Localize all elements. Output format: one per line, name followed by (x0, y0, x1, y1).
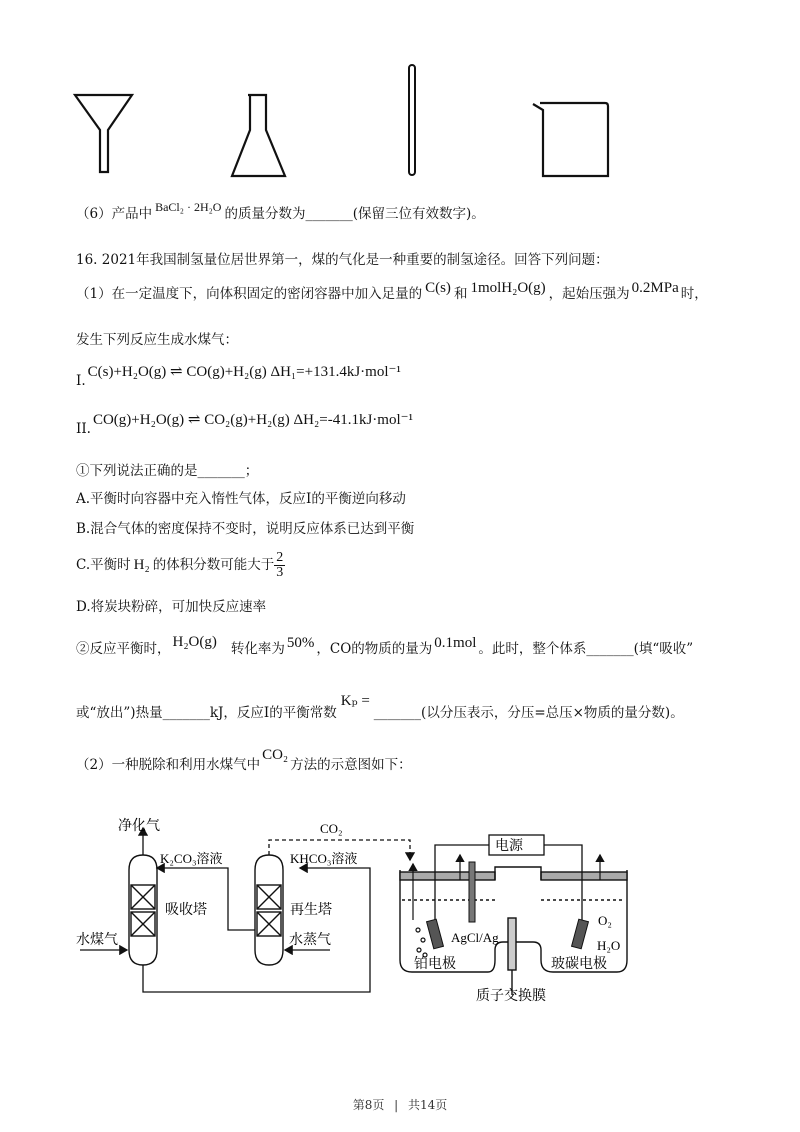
fraction-numerator: 2 (276, 550, 284, 565)
process-diagram (0, 800, 800, 1010)
agcl-electrode (469, 862, 475, 922)
q16-p2: 发生下列反应生成水煤气： (76, 332, 238, 348)
option-c-fraction (274, 551, 285, 580)
label-water-gas: 水煤气 (76, 933, 118, 948)
q16-title: 16. 2021年我国制氢量位居世界第一，煤的气化是一种重要的制氢途径。回答下列问题： (76, 252, 609, 268)
q16-sub3-kp: Kₚ = (340, 693, 370, 709)
label-agcl-ag: AgCl/Ag (451, 930, 499, 945)
footer-separator: | (394, 1098, 399, 1112)
option-b: B.混合气体的密度保持不变时，说明反应体系已达到平衡 (76, 521, 415, 537)
q16-p1-h2o: 1molH₂O(g) (470, 280, 546, 296)
label-membrane: 质子交换膜 (476, 989, 546, 1004)
option-d: D.将炭块粉碎，可加快反应速率 (76, 599, 267, 615)
label-regenerator: 再生塔 (290, 903, 332, 918)
q16-sub2-percent: 50% (286, 635, 315, 651)
q16-p1-pressure: 0.2MPa (631, 280, 679, 296)
q16-part2-text-b: 方法的示意图如下： (290, 757, 412, 773)
fraction-denominator: 3 (276, 565, 284, 580)
q6-formula: BaCl₂ · 2H₂O (155, 200, 222, 214)
q16-sub2-text-c: ，CO的物质的量为 (316, 641, 433, 657)
reaction-2-equation: CO(g)+H₂O(g) ⇌ CO₂(g)+H₂(g) ΔH₂=-41.1kJ·mol⁻¹ (92, 412, 414, 428)
reaction-2-label: II. (76, 421, 91, 437)
q16-sub2-text-b: 转化率为 (230, 641, 285, 657)
q16-part2-text-a: （2）一种脱除和利用水煤气中 (76, 757, 261, 773)
q16-sub2-text-d: 。此时，整个体系_______(填“吸收” (478, 641, 694, 657)
q16-p1-text-c: 时， (680, 286, 708, 302)
q16-sub3-text-a: 或“放出”)热量_______kJ，反应I的平衡常数 (76, 705, 337, 721)
q16-part2-co2: CO₂ (262, 747, 289, 763)
conical-flask-drawing (232, 95, 285, 176)
option-c-text-a: C.平衡时 (76, 557, 131, 573)
absorber-tower (129, 855, 157, 965)
label-h2o: H₂O (597, 938, 621, 953)
label-o2: O₂ (598, 913, 612, 928)
option-c-text-b: 的体积分数可能大于 (152, 557, 275, 573)
option-c (76, 551, 285, 580)
q16-sub2-line (76, 634, 694, 658)
q6-line (76, 200, 485, 223)
q16-sub2-mol: 0.1mol (434, 635, 477, 651)
option-a: A.平衡时向容器中充入惰性气体，反应I的平衡逆向移动 (76, 491, 406, 507)
page-footer (0, 1096, 800, 1113)
label-co2: CO₂ (320, 821, 343, 836)
gc-electrode-plate (572, 919, 589, 949)
option-c-h2: H₂ (133, 557, 150, 573)
reaction-1-equation: C(s)+H₂O(g) ⇌ CO(g)+H₂(g) ΔH₁=+131.4kJ·mol⁻¹ (87, 364, 401, 380)
q16-sub2-h2o: H₂O(g) (172, 634, 217, 650)
q16-sub1: ①下列说法正确的是_______； (76, 463, 259, 479)
q16-p1-text-a: （1）在一定温度下，向体积固定的密闭容器中加入足量的 (76, 286, 423, 302)
q16-p1-cs: C(s) (425, 280, 451, 296)
funnel-drawing (75, 95, 132, 172)
apparatus-figure (0, 0, 800, 200)
q16-sub3-line (76, 693, 684, 722)
reaction-1 (76, 363, 401, 389)
q16-p1-text-b: ，起始压强为 (548, 286, 630, 302)
label-purified-gas: 净化气 (118, 819, 160, 834)
q16-sub2-text-a: ②反应平衡时， (76, 641, 171, 657)
label-absorber: 吸收塔 (165, 903, 207, 918)
beaker-drawing (533, 103, 608, 176)
reaction-2 (76, 411, 414, 437)
q16-part2-line (76, 747, 412, 774)
q6-prefix: （6）产品中 (76, 206, 153, 222)
reaction-1-label: I. (76, 373, 86, 389)
label-steam: 水蒸气 (289, 933, 331, 948)
footer-total: 共14页 (408, 1098, 448, 1112)
glass-rod-drawing (409, 65, 415, 175)
regenerator-tower (255, 855, 283, 965)
label-khco3: KHCO₃溶液 (290, 851, 358, 866)
label-power: 电源 (495, 839, 523, 854)
q6-suffix: 的质量分数为_______(保留三位有效数字)。 (224, 206, 485, 222)
q16-part1-line (76, 280, 708, 303)
footer-page: 第8页 (352, 1098, 385, 1112)
label-k2co3: K₂CO₃溶液 (160, 851, 223, 866)
q16-p1-and: 和 (453, 286, 468, 302)
q16-sub3-text-b: _______(以分压表示，分压=总压×物质的量分数)。 (373, 705, 684, 721)
pt-electrode-plate (427, 919, 444, 949)
label-pt-electrode: 铂电极 (414, 957, 456, 972)
label-gc-electrode: 玻碳电极 (551, 957, 607, 972)
